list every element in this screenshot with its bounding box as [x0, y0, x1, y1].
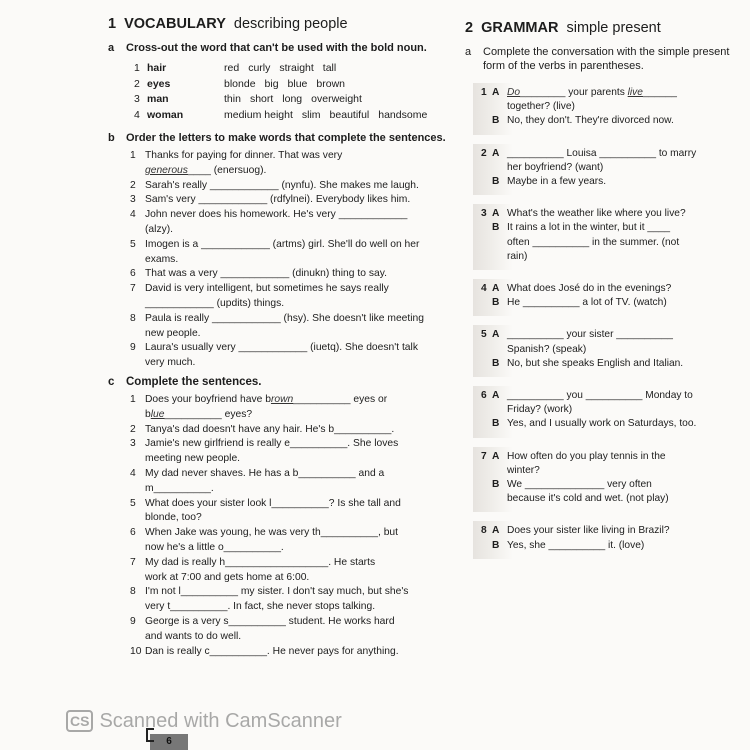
dialogue-row — [481, 417, 737, 431]
item-number: 4 — [130, 467, 136, 479]
text-line: George is a very s__________ student. He works hard — [145, 615, 395, 627]
item-number — [481, 221, 492, 264]
exercise-item — [130, 437, 458, 467]
dialogue-row — [481, 175, 737, 189]
handwritten-answer: live — [627, 87, 643, 98]
item-text — [145, 526, 398, 556]
speaker-label: A — [492, 450, 500, 462]
text-line: Yes, and I usually work on Saturdays, too. — [507, 418, 697, 430]
word-option: curly — [248, 62, 271, 74]
conversation-item — [473, 447, 737, 513]
text-line: Laura's usually very ____________ (iuetq). She doesn't talk — [145, 342, 418, 354]
speaker-label: B — [492, 357, 500, 369]
speaker-label: B — [492, 418, 500, 430]
item-number: 8 — [481, 525, 487, 537]
item-number: 6 — [130, 268, 136, 280]
dialogue-row — [481, 296, 737, 310]
dialogue-text — [507, 147, 696, 175]
speaker-label: A — [492, 147, 500, 159]
bold-noun: man — [147, 93, 169, 105]
text-line: because it's cold and wet. (not play) — [507, 493, 669, 505]
dialogue-row — [481, 221, 737, 264]
dialogue-text — [507, 389, 693, 417]
grammar-section — [465, 20, 737, 568]
text-line: When Jake was young, he was very th__________, but — [145, 527, 399, 539]
text-line: Dan is really c__________. He never pays for anything. — [145, 645, 399, 657]
vocab-row — [134, 61, 458, 77]
text-line: ____________ (updits) things. — [145, 297, 285, 309]
instruction-text: Complete the sentences. — [126, 375, 262, 388]
exercise-item — [130, 423, 458, 438]
text-line: What does José do in the evenings? — [507, 283, 672, 295]
item-number: 5 — [130, 238, 136, 250]
camscanner-watermark — [66, 710, 342, 732]
exercise-item — [130, 149, 458, 179]
dialogue-text — [507, 282, 671, 296]
item-text — [145, 497, 401, 527]
word-option: handsome — [378, 108, 428, 121]
item-number — [481, 357, 492, 371]
exercise-item — [130, 267, 458, 282]
item-text — [145, 179, 419, 194]
item-text — [145, 437, 398, 467]
section-heading: VOCABULARY — [124, 16, 226, 32]
instruction-text: Order the letters to make words that complete the sentences. — [126, 132, 446, 144]
speaker-label: B — [492, 479, 500, 491]
text-line: Tanya's dad doesn't have any hair. He's b__________. — [145, 423, 395, 435]
text-line: Yes, she __________ it. (love) — [507, 539, 645, 551]
text-line: What does your sister look l__________? Is she tall and — [145, 497, 401, 509]
text-line: No, but she speaks English and Italian. — [507, 357, 684, 369]
text-line: __________ your sister __________ — [507, 329, 673, 341]
exercise-b-instruction — [108, 131, 458, 145]
dialogue-text — [507, 524, 670, 538]
text-line: David is very intelligent, but sometimes he says really — [145, 283, 389, 295]
text-line: rain) — [507, 250, 528, 262]
speaker-label: B — [492, 222, 500, 234]
dialogue-text — [507, 450, 666, 478]
text-line: My dad is really h__________________. He starts — [145, 556, 376, 568]
speaker-label: A — [492, 87, 500, 98]
item-number: 7 — [481, 450, 487, 462]
exercise-item — [130, 208, 458, 238]
conversation-item — [473, 204, 737, 270]
exercise-item — [130, 341, 458, 371]
speaker-label: A — [492, 208, 500, 220]
item-text — [145, 312, 424, 342]
text-line: winter? — [507, 464, 540, 476]
conversation-item — [473, 386, 737, 438]
text-line: Does your sister like living in Brazil? — [507, 525, 670, 537]
item-number — [481, 175, 492, 189]
item-number: 4 — [134, 108, 140, 121]
conversation-item — [473, 144, 737, 196]
text-line: He __________ a lot of TV. (watch) — [507, 297, 667, 309]
item-number: 8 — [130, 312, 136, 324]
text-line: We ______________ very often — [507, 479, 652, 491]
dialogue-text — [507, 207, 686, 221]
item-number: 3 — [130, 194, 136, 206]
item-number: 10 — [130, 645, 142, 657]
dialogue-row — [481, 478, 737, 506]
text-line: work at 7:00 and gets home at 6:00. — [145, 571, 310, 583]
handwritten-answer: lue — [150, 408, 165, 420]
dialogue-row — [481, 539, 737, 553]
exercise-item — [130, 645, 458, 660]
conversation-item — [473, 521, 737, 558]
text-line: __________ Louisa __________ to marry — [507, 147, 697, 159]
item-text — [145, 467, 384, 497]
exercise-letter: c — [108, 375, 115, 388]
exercise-c-items — [108, 393, 458, 659]
text-line: m__________. — [145, 482, 214, 494]
dialogue-row — [481, 389, 737, 417]
exercise-item — [130, 526, 458, 556]
dialogue-row — [481, 282, 737, 296]
exercise-b-items — [108, 149, 458, 371]
item-number: 4 — [130, 209, 136, 221]
speaker-label: A — [492, 390, 500, 402]
text-line: new people. — [145, 327, 201, 339]
text-line: now he's a little o__________. — [145, 541, 284, 553]
exercise-item — [130, 556, 458, 586]
text-line: It rains a lot in the winter, but it ____ — [507, 222, 671, 234]
item-number: 7 — [130, 283, 136, 295]
item-number: 1 — [481, 87, 487, 98]
text-line: Maybe in a few years. — [507, 176, 607, 188]
text-line: together? (live) — [507, 101, 575, 113]
dialogue-text — [507, 296, 667, 310]
word-option: straight — [279, 62, 314, 74]
bold-noun: woman — [147, 108, 184, 121]
vocab-row — [134, 92, 458, 108]
text-line: often __________ in the summer. (not — [507, 236, 680, 248]
bold-noun: hair — [147, 62, 167, 74]
exercise-item — [130, 585, 458, 615]
dialogue-row — [481, 207, 737, 221]
item-number: 1 — [130, 393, 136, 405]
item-number: 3 — [130, 438, 136, 450]
text-line: Jamie's new girlfriend is really e__________. She loves — [145, 438, 399, 450]
word-option: overweight — [311, 93, 362, 105]
item-text — [145, 585, 408, 615]
item-number: 1 — [134, 62, 140, 74]
word-option: big — [264, 77, 279, 90]
section-number: 1 — [108, 16, 117, 32]
dialogue-text — [507, 328, 673, 356]
exercise-letter: b — [108, 132, 115, 144]
item-number: 2 — [130, 423, 136, 435]
word-option: short — [249, 93, 274, 105]
item-text — [145, 282, 389, 312]
text-line: Imogen is a ____________ (artms) girl. She'll do well on her — [145, 238, 420, 250]
text-line: blonde, too? — [145, 512, 202, 524]
word-option: medium height — [224, 108, 293, 121]
item-text — [145, 393, 387, 423]
exercise-item — [130, 467, 458, 497]
word-option: slim — [301, 108, 321, 121]
speaker-label: A — [492, 329, 500, 341]
section-topic: simple present — [566, 20, 661, 36]
section-topic: describing people — [233, 16, 348, 32]
word-option: thin — [224, 93, 241, 105]
text-line: meeting new people. — [145, 453, 241, 465]
exercise-item — [130, 193, 458, 208]
text-line: No, they don't. They're divorced now. — [507, 115, 674, 127]
dialogue-row — [481, 524, 737, 538]
item-number: 2 — [130, 179, 136, 191]
item-number — [481, 114, 492, 128]
word-option: blonde — [224, 77, 256, 90]
speaker-label: A — [492, 283, 500, 295]
section-number: 2 — [465, 20, 474, 36]
text-line: How often do you play tennis in the — [507, 450, 666, 462]
vocab-row — [134, 108, 458, 124]
exercise-item — [130, 179, 458, 194]
section-heading: GRAMMAR — [481, 20, 559, 36]
dialogue-text — [507, 417, 696, 431]
handwritten-answer: rown — [270, 393, 294, 405]
exercise-item — [130, 238, 458, 268]
item-text — [145, 615, 395, 645]
exercise-letter: a — [465, 46, 472, 58]
exercise-a-items — [108, 61, 458, 123]
conversation-item — [473, 279, 737, 316]
text-line: Friday? (work) — [507, 404, 573, 416]
section-title — [108, 16, 458, 33]
dialogue-text — [507, 114, 674, 128]
item-text — [145, 423, 394, 438]
item-number: 7 — [130, 556, 136, 568]
item-number: 5 — [481, 329, 487, 341]
item-text — [145, 208, 407, 238]
instruction-text: Cross-out the word that can't be used with the bold noun. — [126, 42, 427, 54]
conversation-item — [473, 325, 737, 377]
handwritten-answer: Do — [507, 87, 521, 98]
item-number — [481, 296, 492, 310]
item-number: 6 — [481, 390, 487, 402]
speaker-label: B — [492, 297, 500, 309]
item-text — [145, 149, 342, 179]
text-line: exams. — [145, 253, 179, 265]
item-number — [481, 417, 492, 431]
text-line: and wants to do well. — [145, 630, 242, 642]
item-number: 4 — [481, 283, 487, 295]
dialogue-text — [507, 357, 683, 371]
exercise-item — [130, 312, 458, 342]
item-text — [145, 193, 410, 208]
exercise-letter: a — [108, 42, 115, 54]
bold-noun: eyes — [147, 77, 171, 90]
page-number: 6 — [150, 734, 188, 750]
item-text — [145, 556, 375, 586]
item-number: 6 — [130, 527, 136, 539]
dialogue-row — [481, 86, 737, 114]
exercise-item — [130, 393, 458, 423]
dialogue-text — [507, 86, 677, 114]
text-line: Does your boyfriend have brown__________ eyes or — [145, 393, 388, 405]
dialogue-row — [481, 328, 737, 356]
word-option: beautiful — [329, 108, 370, 121]
dialogue-row — [481, 114, 737, 128]
conversation-items — [465, 83, 737, 559]
watermark-text: Scanned with CamScanner — [99, 710, 342, 732]
vocab-row — [134, 77, 458, 93]
item-text — [145, 341, 418, 371]
text-line: Sam's very ____________ (rdfylnei). Everybody likes him. — [145, 194, 411, 206]
word-option: blue — [287, 77, 308, 90]
item-text — [145, 645, 399, 660]
item-text — [145, 238, 419, 268]
text-line: blue__________ eyes? — [145, 408, 253, 420]
exercise-a-instruction — [465, 45, 737, 73]
word-option: long — [282, 93, 303, 105]
word-option: tall — [322, 62, 337, 74]
camscanner-logo-icon: CS — [66, 710, 93, 732]
text-line: generous____ (enersuog). — [145, 164, 267, 176]
item-text — [145, 267, 387, 282]
text-line: __________ you __________ Monday to — [507, 390, 693, 402]
item-number — [481, 539, 492, 553]
exercise-c-instruction — [108, 375, 458, 389]
text-line: very much. — [145, 357, 196, 369]
speaker-label: B — [492, 176, 500, 188]
text-line: What's the weather like where you live? — [507, 208, 686, 220]
text-line: Sarah's really ____________ (nynfu). She makes me laugh. — [145, 179, 419, 191]
handwritten-answer: generous — [145, 164, 188, 176]
exercise-a-instruction — [108, 41, 458, 55]
text-line: John never does his homework. He's very ____________ — [145, 209, 408, 221]
exercise-item — [130, 282, 458, 312]
vocabulary-section — [108, 16, 458, 659]
text-line: Do________ your parents live______ — [507, 87, 677, 98]
item-number — [481, 478, 492, 506]
text-line: her boyfriend? (want) — [507, 161, 604, 173]
item-number: 3 — [481, 208, 487, 220]
text-line: Spanish? (speak) — [507, 343, 587, 355]
word-option: brown — [316, 77, 346, 90]
item-number: 9 — [130, 342, 136, 354]
text-line: My dad never shaves. He has a b__________ and a — [145, 467, 385, 479]
dialogue-text — [507, 539, 644, 553]
exercise-item — [130, 497, 458, 527]
dialogue-text — [507, 175, 606, 189]
item-number: 5 — [130, 497, 136, 509]
section-title — [465, 20, 737, 37]
item-number: 1 — [130, 150, 136, 161]
item-number: 2 — [134, 77, 140, 90]
text-line: That was a very ____________ (dinukn) thing to say. — [145, 268, 387, 280]
text-line: Thanks for paying for dinner. That was very — [145, 150, 343, 161]
item-number: 8 — [130, 586, 136, 598]
item-number: 3 — [134, 93, 140, 105]
word-option: red — [224, 62, 240, 74]
exercise-item — [130, 615, 458, 645]
text-line: Paula is really ____________ (hsy). She doesn't like meeting — [145, 312, 425, 324]
speaker-label: B — [492, 539, 500, 551]
speaker-label: A — [492, 525, 500, 537]
text-line: (alzy). — [145, 223, 174, 235]
conversation-item — [473, 83, 737, 135]
dialogue-row — [481, 357, 737, 371]
text-line: very t__________. In fact, she never stops talking. — [145, 601, 376, 613]
dialogue-row — [481, 450, 737, 478]
item-number: 2 — [481, 147, 487, 159]
speaker-label: B — [492, 115, 500, 127]
dialogue-text — [507, 221, 679, 264]
item-number: 9 — [130, 615, 136, 627]
text-line: I'm not l__________ my sister. I don't say much, but she's — [145, 586, 409, 598]
dialogue-row — [481, 147, 737, 175]
instruction-text: Complete the conversation with the simple present form of the verbs in parentheses. — [483, 46, 730, 72]
dialogue-text — [507, 478, 669, 506]
